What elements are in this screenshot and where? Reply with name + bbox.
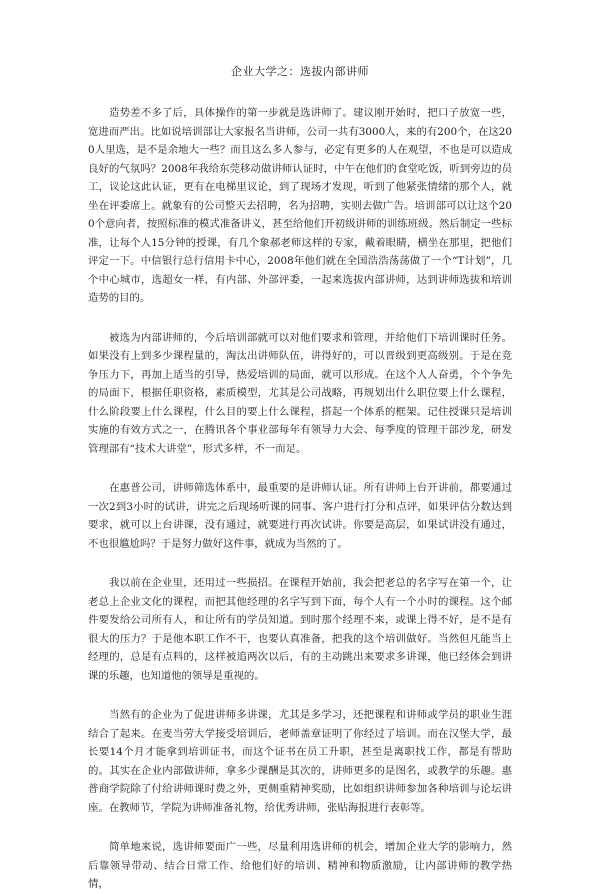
paragraph-career-link: 当然有的企业为了促进讲师多讲课，尤其是多学习，还把课程和讲师或学员的职业生涯结合了起来。在麦当劳大学接受培训后，老师盖章证明了你经过了培训。而在汉堡大学，最长要14个月才能拿到培训证书，而这个证书在员工升职，甚至是离职找工作，都是有帮助的。其实在企业内部做讲师，拿多少课酬是其次的，讲师更多的是图名，或教学的乐趣。惠普商学院除了付给讲师课时费之外，更侧重精神奖励，比如组织讲师参加各种培训与论坛讲座。在教师节，学院为讲师准备礼物，给优秀讲师，张贴海报进行表彰等。 bbox=[88, 709, 512, 814]
paragraph-manager-tactic: 我以前在企业里，还用过一些损招。在课程开始前，我会把老总的名字写在第一个，让老总上企业文化的课程，而把其他经理的名字写到下面，每个人有一个小时的课程。这个邮件要发给公司所有人，和让所有的学员知道。到时那个经理不来，或课上得不好，是不是有很大的压力？于是他本职工作不干，也要认真准备，把我的这个培训做好。当然但凡能当上经理的，总是有点料的，这样被追两次以后，有的主动跳出来要求多讲课，他已经体会到讲课的乐趣，也知道他的领导是重视的。 bbox=[88, 577, 512, 682]
paragraph-recruit-broadly: 造势差不多了后，具体操作的第一步就是选讲师了。建议刚开始时，把口子放宽一些，宽进而严出。比如说培训部让大家报名当讲师，公司一共有3000人，来的有200个，在这200人里选，是不是余地大一些？而且这么多人参与，必定有更多的人在观望，不也是可以造成良好的气氛吗？2008年我给东莞移动做讲师认证时，中午在他们的食堂吃饭，听到旁边的员工，议论这此认证，更有在电梯里议论，到了现场才发现，听到了他紧张情绪的那个人，就坐在评委席上。就象有的公司整天去招聘，名为招聘，实则去做广告。培训部可以让这个200个意向者，按照标准的模式准备讲义，甚至给他们开初级讲师的训练班级。然后制定一些标准，让每个人15分钟的授课，有几个象郝老师这样的专家，戴着眼睛，横坐在那里，把他们评定一下。中信银行总行信用卡中心，2008年他们就在全国浩浩荡荡做了一个“T计划”，几个中心城市，选超女一样，有内部、外部评委，一起来选拔内部讲师，达到讲师选拔和培训造势的目的。 bbox=[88, 107, 512, 304]
document-title: 企业大学之：选拔内部讲师 bbox=[231, 65, 369, 78]
paragraph-hp-certification: 在惠普公司，讲师筛选体系中，最重要的是讲师认证。所有讲师上台开讲前，都要通过一次2到3小时的试讲，讲完之后现场听课的同事、客户进行打分和点评，如果评估分数达到要求，就可以上台讲课，没有通过，就要进行再次试讲。你要是高层，如果试讲没有通过，不也很尴尬吗？于是努力做好这件事，就成为当然的了。 bbox=[88, 482, 512, 550]
paragraph-summary: 简单地来说，选讲师要面广一些，尽量利用选讲师的机会，增加企业大学的影响力，然后靠领导带动、结合日常工作、给他们好的培训、精神和物质激励，让内部讲师的教学热情， bbox=[88, 841, 512, 890]
paragraph-trainer-management: 被选为内部讲师的，今后培训部就可以对他们要求和管理，并给他们下培训课时任务。如果没有上到多少课程量的，淘汰出讲师队伍，讲得好的，可以晋级到更高级别。于是在竞争压力下，再加上适当的引导，热爱培训的局面，就可以形成。在这个人人奋勇，个个争先的局面下，根据任职资格，素质模型，尤其是公司战略，再规划出什么职位要上什么课程，什么阶段要上什么课程，什么目的要上什么课程，搭起一个体系的框架。记住授课只是培训实施的有效方式之一，在腾讯各个事业部每年有领导力大会、每季度的管理干部沙龙，研发管理部有“技术大讲堂”，形式多样，不一而足。 bbox=[88, 331, 512, 455]
